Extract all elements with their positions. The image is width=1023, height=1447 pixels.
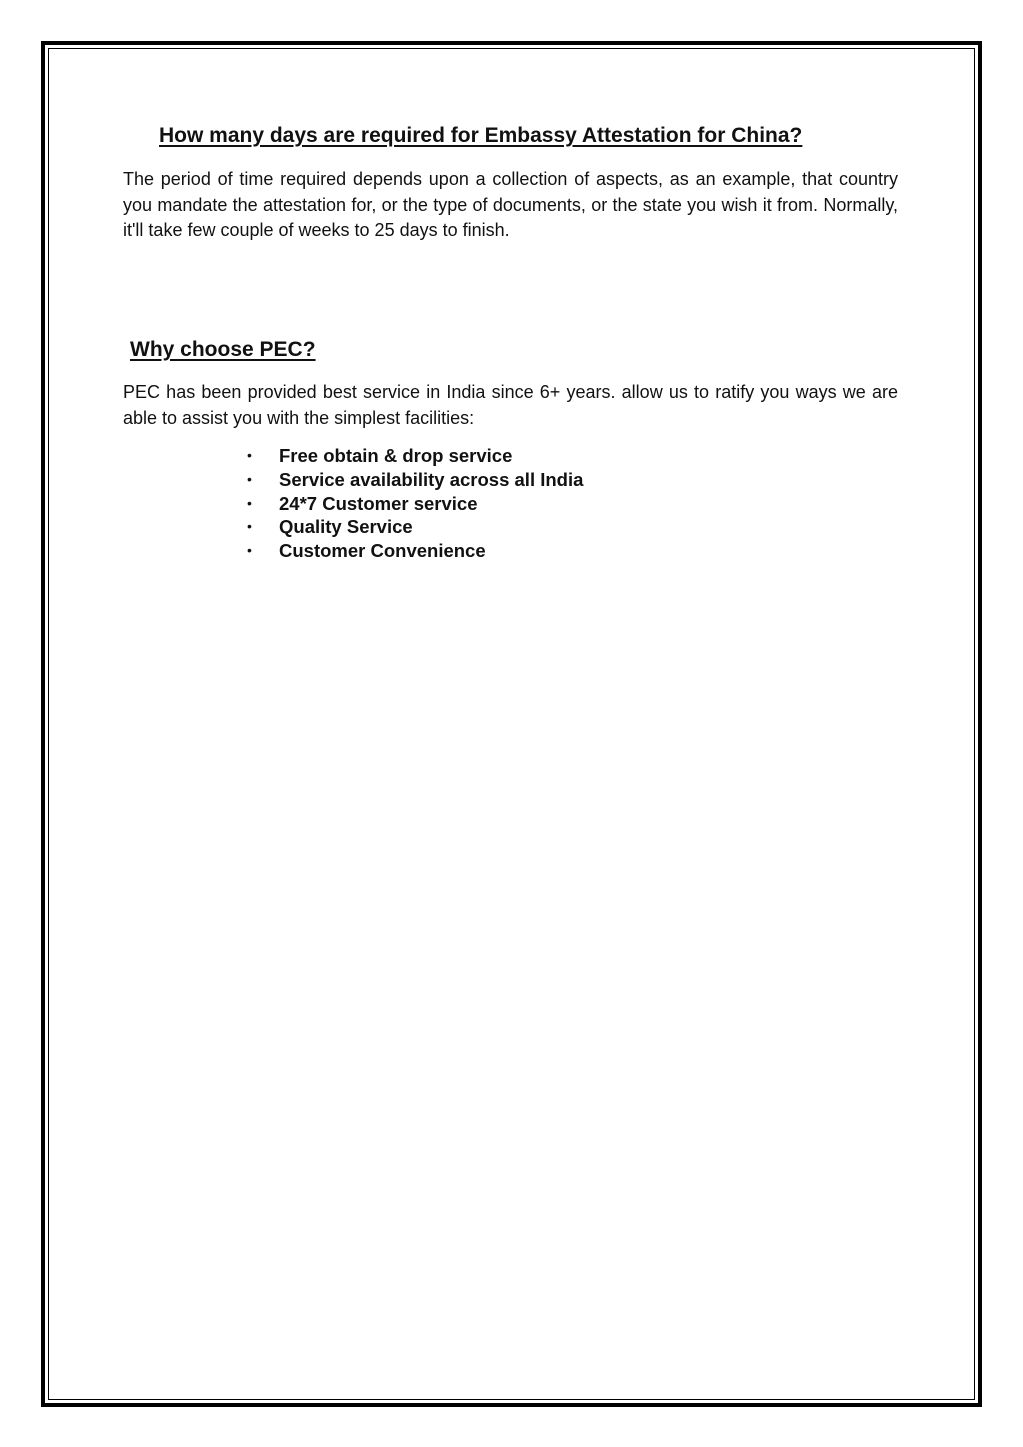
list-item: [247, 539, 583, 563]
features-list: [247, 444, 583, 563]
feature-label: 24*7 Customer service: [279, 492, 478, 514]
page-border-inner: [48, 48, 975, 1400]
feature-label: Free obtain & drop service: [279, 445, 513, 466]
feature-label: Customer Convenience: [279, 540, 486, 562]
list-item: [247, 515, 583, 539]
list-item: [247, 444, 583, 468]
bullet-icon: •: [247, 518, 252, 535]
bullet-icon: •: [247, 542, 252, 559]
list-item: [247, 468, 583, 492]
bullet-icon: •: [247, 494, 252, 511]
bullet-icon: •: [247, 470, 252, 487]
paragraph-attestation-period: The period of time required depends upon a collection of aspects, as an example, that country you mandate the attestation for, or the type of documents, or the state you wish it from. Normally, it'll take few couple of weeks to 25 days to finish.: [123, 169, 898, 240]
feature-label: Quality Service: [279, 516, 413, 538]
heading-embassy-attestation-days: How many days are required for Embassy Attestation for China?: [159, 124, 803, 147]
bullet-icon: •: [247, 447, 252, 463]
heading-why-choose-pec: Why choose PEC?: [130, 338, 316, 361]
feature-label: Service availability across all India: [279, 468, 584, 490]
list-item: [247, 492, 583, 516]
paragraph-pec-service: PEC has been provided best service in India since 6+ years. allow us to ratify you ways we are able to assist you with the simplest facilities:: [123, 382, 898, 428]
